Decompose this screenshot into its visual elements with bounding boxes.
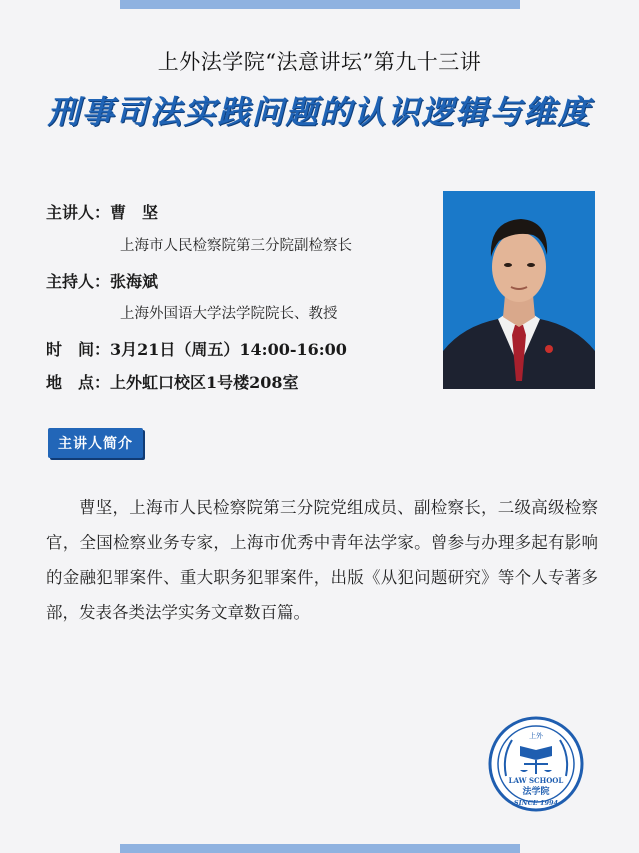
place-row xyxy=(46,370,299,393)
host-label: 主持人： xyxy=(46,272,111,291)
place-label: 地 点： xyxy=(46,373,111,392)
time-row xyxy=(46,337,347,360)
seal-middle-text: LAW SCHOOL xyxy=(508,776,564,785)
speaker-row xyxy=(46,200,158,223)
lecture-series-subtitle: 上外法学院“法意讲坛”第九十三讲 xyxy=(157,50,482,74)
speaker-bio-paragraph: 曹坚，上海市人民检察院第三分院党组成员、副检察长，二级高级检察官，全国检察业务专家，上海市优秀中青年法学家。曾参与办理多起有影响的金融犯罪案件、重大职务犯罪案件，出版《从犯问题研究》等个人专著多部，发表各类法学实务文章数百篇。 xyxy=(46,498,598,622)
time-value: 3月21日（周五）14:00-16:00 xyxy=(110,340,347,359)
law-school-seal-logo xyxy=(488,716,584,812)
top-decor-bar xyxy=(120,0,520,9)
speaker-bio-tag: 主讲人简介 xyxy=(48,428,143,458)
speaker-photo xyxy=(443,191,595,389)
seal-since-text: SINCE 1994 xyxy=(513,799,559,807)
host-name: 张海斌 xyxy=(110,272,159,291)
bottom-decor-bar xyxy=(120,844,520,853)
host-position: 上海外国语大学法学院院长、教授 xyxy=(120,306,338,322)
speaker-name: 曹 坚 xyxy=(110,203,159,222)
seal-top-text: 上外 xyxy=(529,732,543,740)
speaker-label: 主讲人： xyxy=(46,203,111,222)
host-row xyxy=(46,269,158,292)
speaker-position: 上海市人民检察院第三分院副检察长 xyxy=(120,238,352,254)
lecture-title: 刑事司法实践问题的认识逻辑与维度 xyxy=(47,93,592,131)
seal-name-text: 法学院 xyxy=(522,787,550,797)
place-value: 上外虹口校区1号楼208室 xyxy=(110,373,299,392)
time-label: 时 间： xyxy=(46,340,111,359)
